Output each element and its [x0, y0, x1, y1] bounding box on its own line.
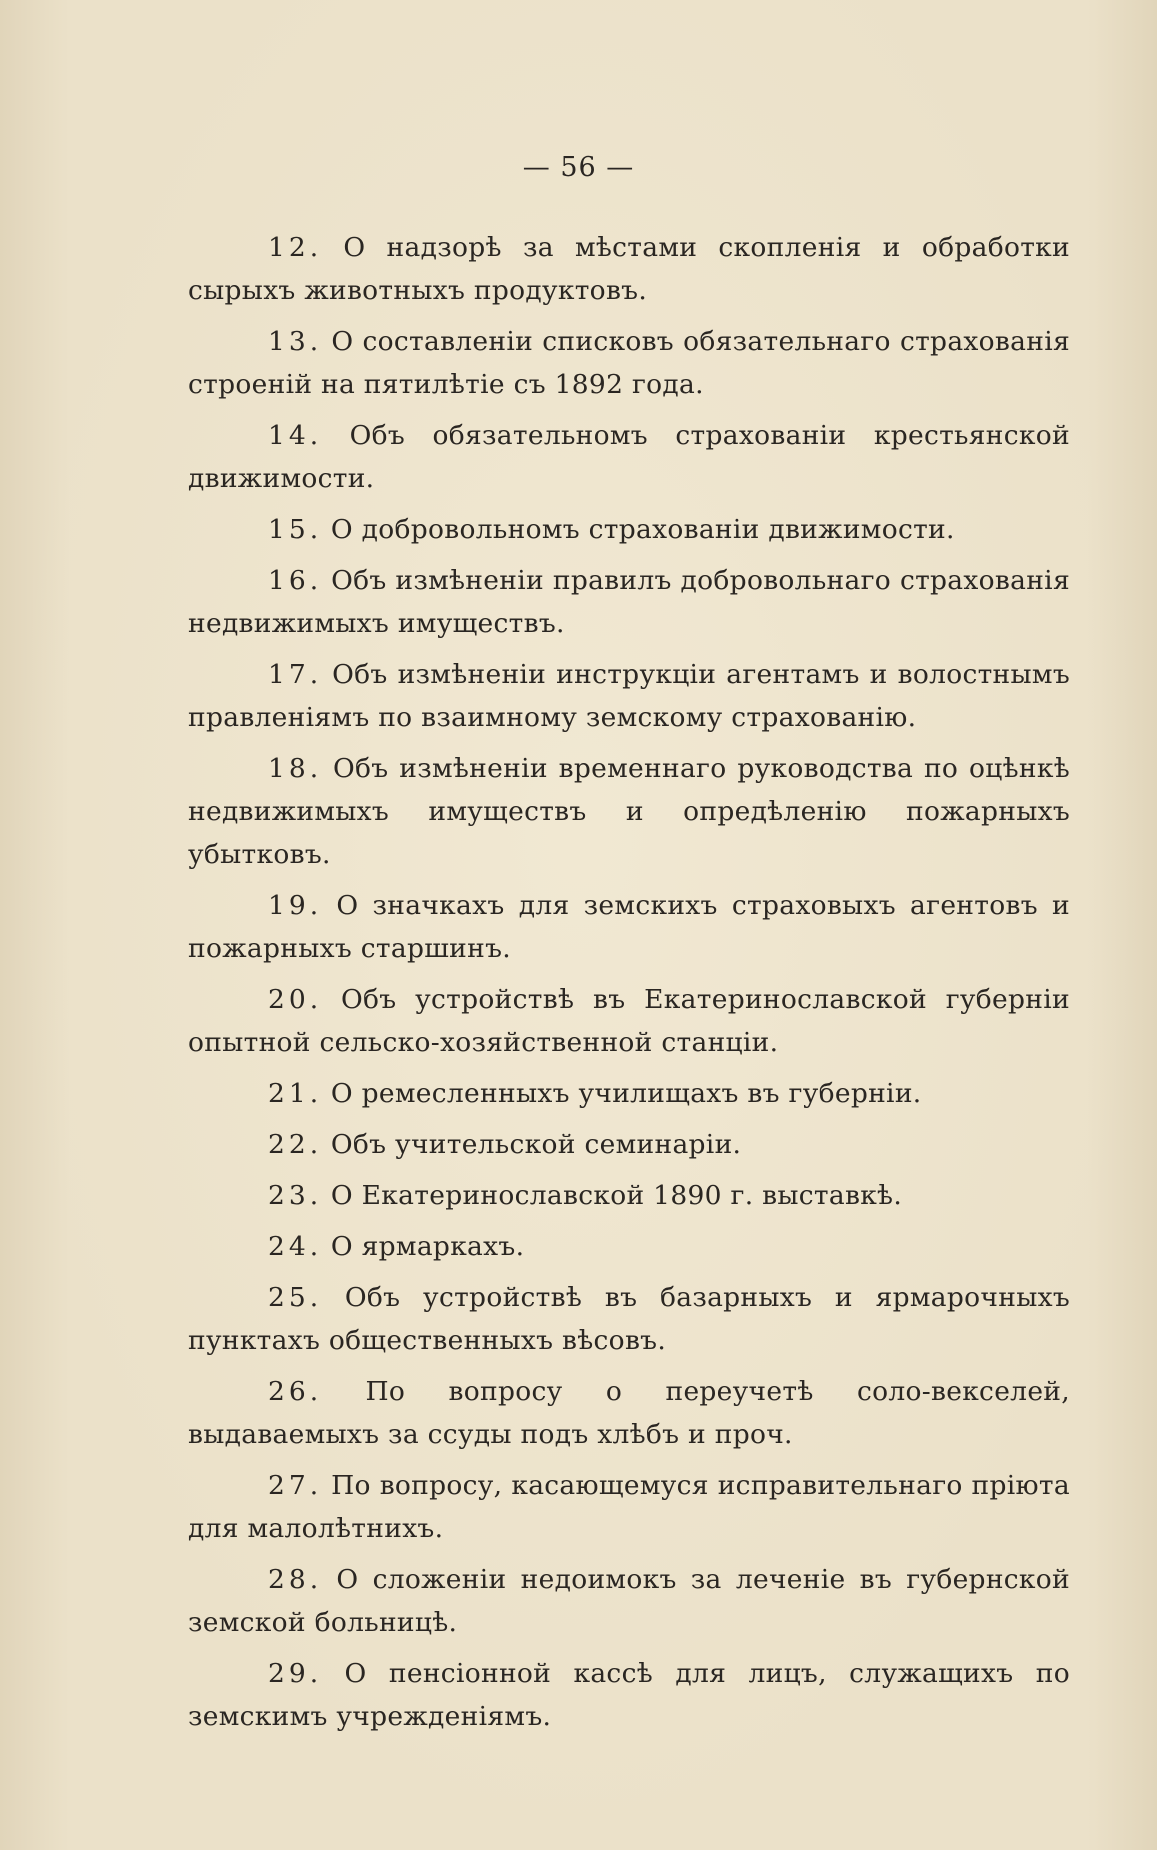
list-item: [188, 559, 1070, 645]
page-number: — 56 —: [522, 152, 635, 183]
item-text: О добровольномъ страхованіи движимости.: [330, 514, 955, 545]
list-item: [188, 1174, 1070, 1217]
item-number: 14.: [268, 420, 323, 451]
item-text: О сложеніи недоимокъ за леченіе въ губернской земской больницѣ.: [188, 1564, 1071, 1638]
item-number: 26.: [268, 1376, 323, 1407]
item-text: О надзорѣ за мѣстами скопленія и обработки сырыхъ животныхъ продуктовъ.: [188, 232, 1070, 306]
item-text: О пенсіонной кассѣ для лицъ, служащихъ по земскимъ учрежденіямъ.: [188, 1658, 1070, 1732]
item-number: 19.: [268, 890, 323, 921]
item-number: 13.: [268, 326, 323, 357]
item-number: 24.: [268, 1231, 323, 1262]
item-number: 22.: [268, 1129, 323, 1160]
list-item: [188, 1652, 1070, 1738]
list-item: [188, 1225, 1070, 1268]
item-text: О составленіи списковъ обязательнаго страхованія строеній на пятилѣтіе съ 1892 года.: [188, 326, 1070, 400]
list-item: [188, 1558, 1070, 1644]
item-number: 20.: [268, 984, 323, 1015]
item-text: Объ обязательномъ страхованіи крестьянской движимости.: [188, 420, 1070, 494]
item-number: 27.: [268, 1470, 323, 1501]
list-item: [188, 508, 1070, 551]
list-item: [188, 1276, 1070, 1362]
item-text: О ремесленныхъ училищахъ въ губерніи.: [330, 1078, 922, 1109]
item-text: О ярмаркахъ.: [330, 1231, 525, 1262]
list-item: [188, 1370, 1070, 1456]
list-item: [188, 978, 1070, 1064]
list-item: [188, 653, 1070, 739]
list-item: [188, 226, 1070, 312]
item-number: 12.: [268, 232, 323, 263]
item-number: 15.: [268, 514, 323, 545]
item-text: Объ измѣненіи инструкціи агентамъ и волостнымъ правленіямъ по взаимному земскому страхованію.: [188, 659, 1070, 733]
list-item: [188, 320, 1070, 406]
item-number: 29.: [268, 1658, 323, 1689]
agenda-list: [188, 226, 1070, 1746]
item-number: 17.: [268, 659, 323, 690]
item-number: 23.: [268, 1180, 323, 1211]
item-text: О Екатеринославской 1890 г. выставкѣ.: [330, 1180, 903, 1211]
item-number: 21.: [268, 1078, 323, 1109]
list-item: [188, 1123, 1070, 1166]
item-text: По вопросу о переучетѣ соло-векселей, выдаваемыхъ за ссуды подъ хлѣбъ и проч.: [188, 1376, 1070, 1450]
list-item: [188, 1072, 1070, 1115]
list-item: [188, 414, 1070, 500]
list-item: [188, 747, 1070, 876]
item-number: 28.: [268, 1564, 323, 1595]
item-number: 16.: [268, 565, 323, 596]
list-item: [188, 1464, 1070, 1550]
item-text: По вопросу, касающемуся исправительнаго пріюта для малолѣтнихъ.: [188, 1470, 1070, 1544]
item-text: Объ устройствѣ въ базарныхъ и ярмарочныхъ пунктахъ общественныхъ вѣсовъ.: [188, 1282, 1070, 1356]
item-text: Объ измѣненіи правилъ добровольнаго страхованія недвижимыхъ имуществъ.: [188, 565, 1070, 639]
list-item: [188, 884, 1070, 970]
item-text: Объ измѣненіи временнаго руководства по оцѣнкѣ недвижимыхъ имуществъ и опредѣленію пожарныхъ убытковъ.: [188, 753, 1070, 870]
item-text: О значкахъ для земскихъ страховыхъ агентовъ и пожарныхъ старшинъ.: [188, 890, 1070, 964]
item-text: Объ учительской семинаріи.: [330, 1129, 742, 1160]
item-number: 25.: [268, 1282, 323, 1313]
item-text: Объ устройствѣ въ Екатеринославской губерніи опытной сельско-хозяйственной станціи.: [188, 984, 1070, 1058]
item-number: 18.: [268, 753, 323, 784]
